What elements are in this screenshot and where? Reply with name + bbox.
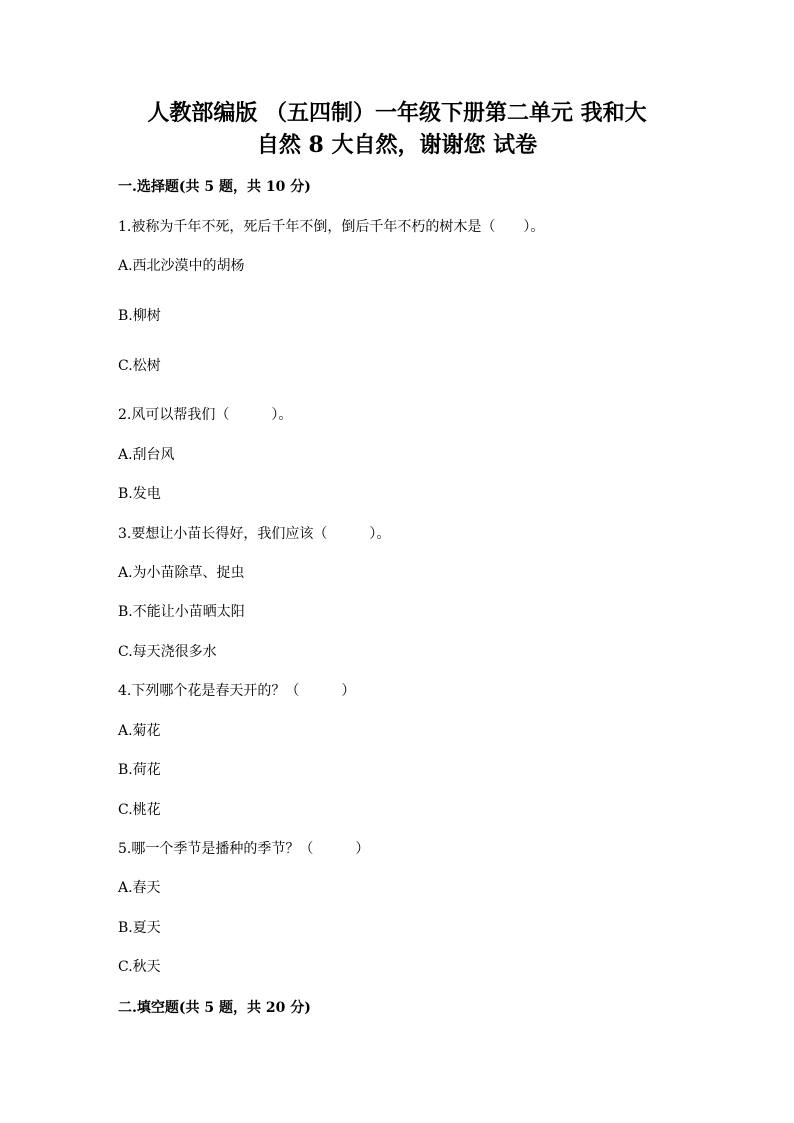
question-3-stem: 3.要想让小苗长得好，我们应该（ ）。 (118, 526, 391, 542)
section-heading-fill-in: 二.填空题(共 5 题，共 20 分) (118, 1000, 311, 1016)
question-1-stem: 1.被称为千年不死，死后千年不倒，倒后千年不朽的树木是（ ）。 (118, 219, 545, 235)
question-1-option-b: B.柳树 (118, 308, 161, 324)
question-1-option-c: C.松树 (118, 358, 161, 374)
question-4-stem: 4.下列哪个花是春天开的？（ ） (118, 683, 356, 699)
document-title-line-1: 人教部编版 （五四制）一年级下册第二单元 我和大 (147, 100, 647, 126)
question-5-stem: 5.哪一个季节是播种的季节？（ ） (118, 841, 370, 857)
question-3-option-c: C.每天浇很多水 (118, 644, 217, 660)
question-4-option-a: A.菊花 (118, 723, 161, 739)
question-5-option-b: B.夏天 (118, 920, 161, 936)
question-1-option-a: A.西北沙漠中的胡杨 (118, 258, 245, 274)
question-4-option-b: B.荷花 (118, 762, 161, 778)
question-3-option-a: A.为小苗除草、捉虫 (118, 565, 245, 581)
question-2-stem: 2.风可以帮我们（ ）。 (118, 407, 293, 423)
question-2-option-b: B.发电 (118, 486, 161, 502)
question-2-option-a: A.刮台风 (118, 447, 175, 463)
document-title-line-2: 自然 8 大自然，谢谢您 试卷 (256, 132, 538, 158)
question-3-option-b: B.不能让小苗晒太阳 (118, 604, 245, 620)
question-5-option-a: A.春天 (118, 880, 161, 896)
section-heading-choice: 一.选择题(共 5 题，共 10 分) (118, 179, 311, 195)
question-5-option-c: C.秋天 (118, 959, 161, 975)
question-4-option-c: C.桃花 (118, 802, 161, 818)
